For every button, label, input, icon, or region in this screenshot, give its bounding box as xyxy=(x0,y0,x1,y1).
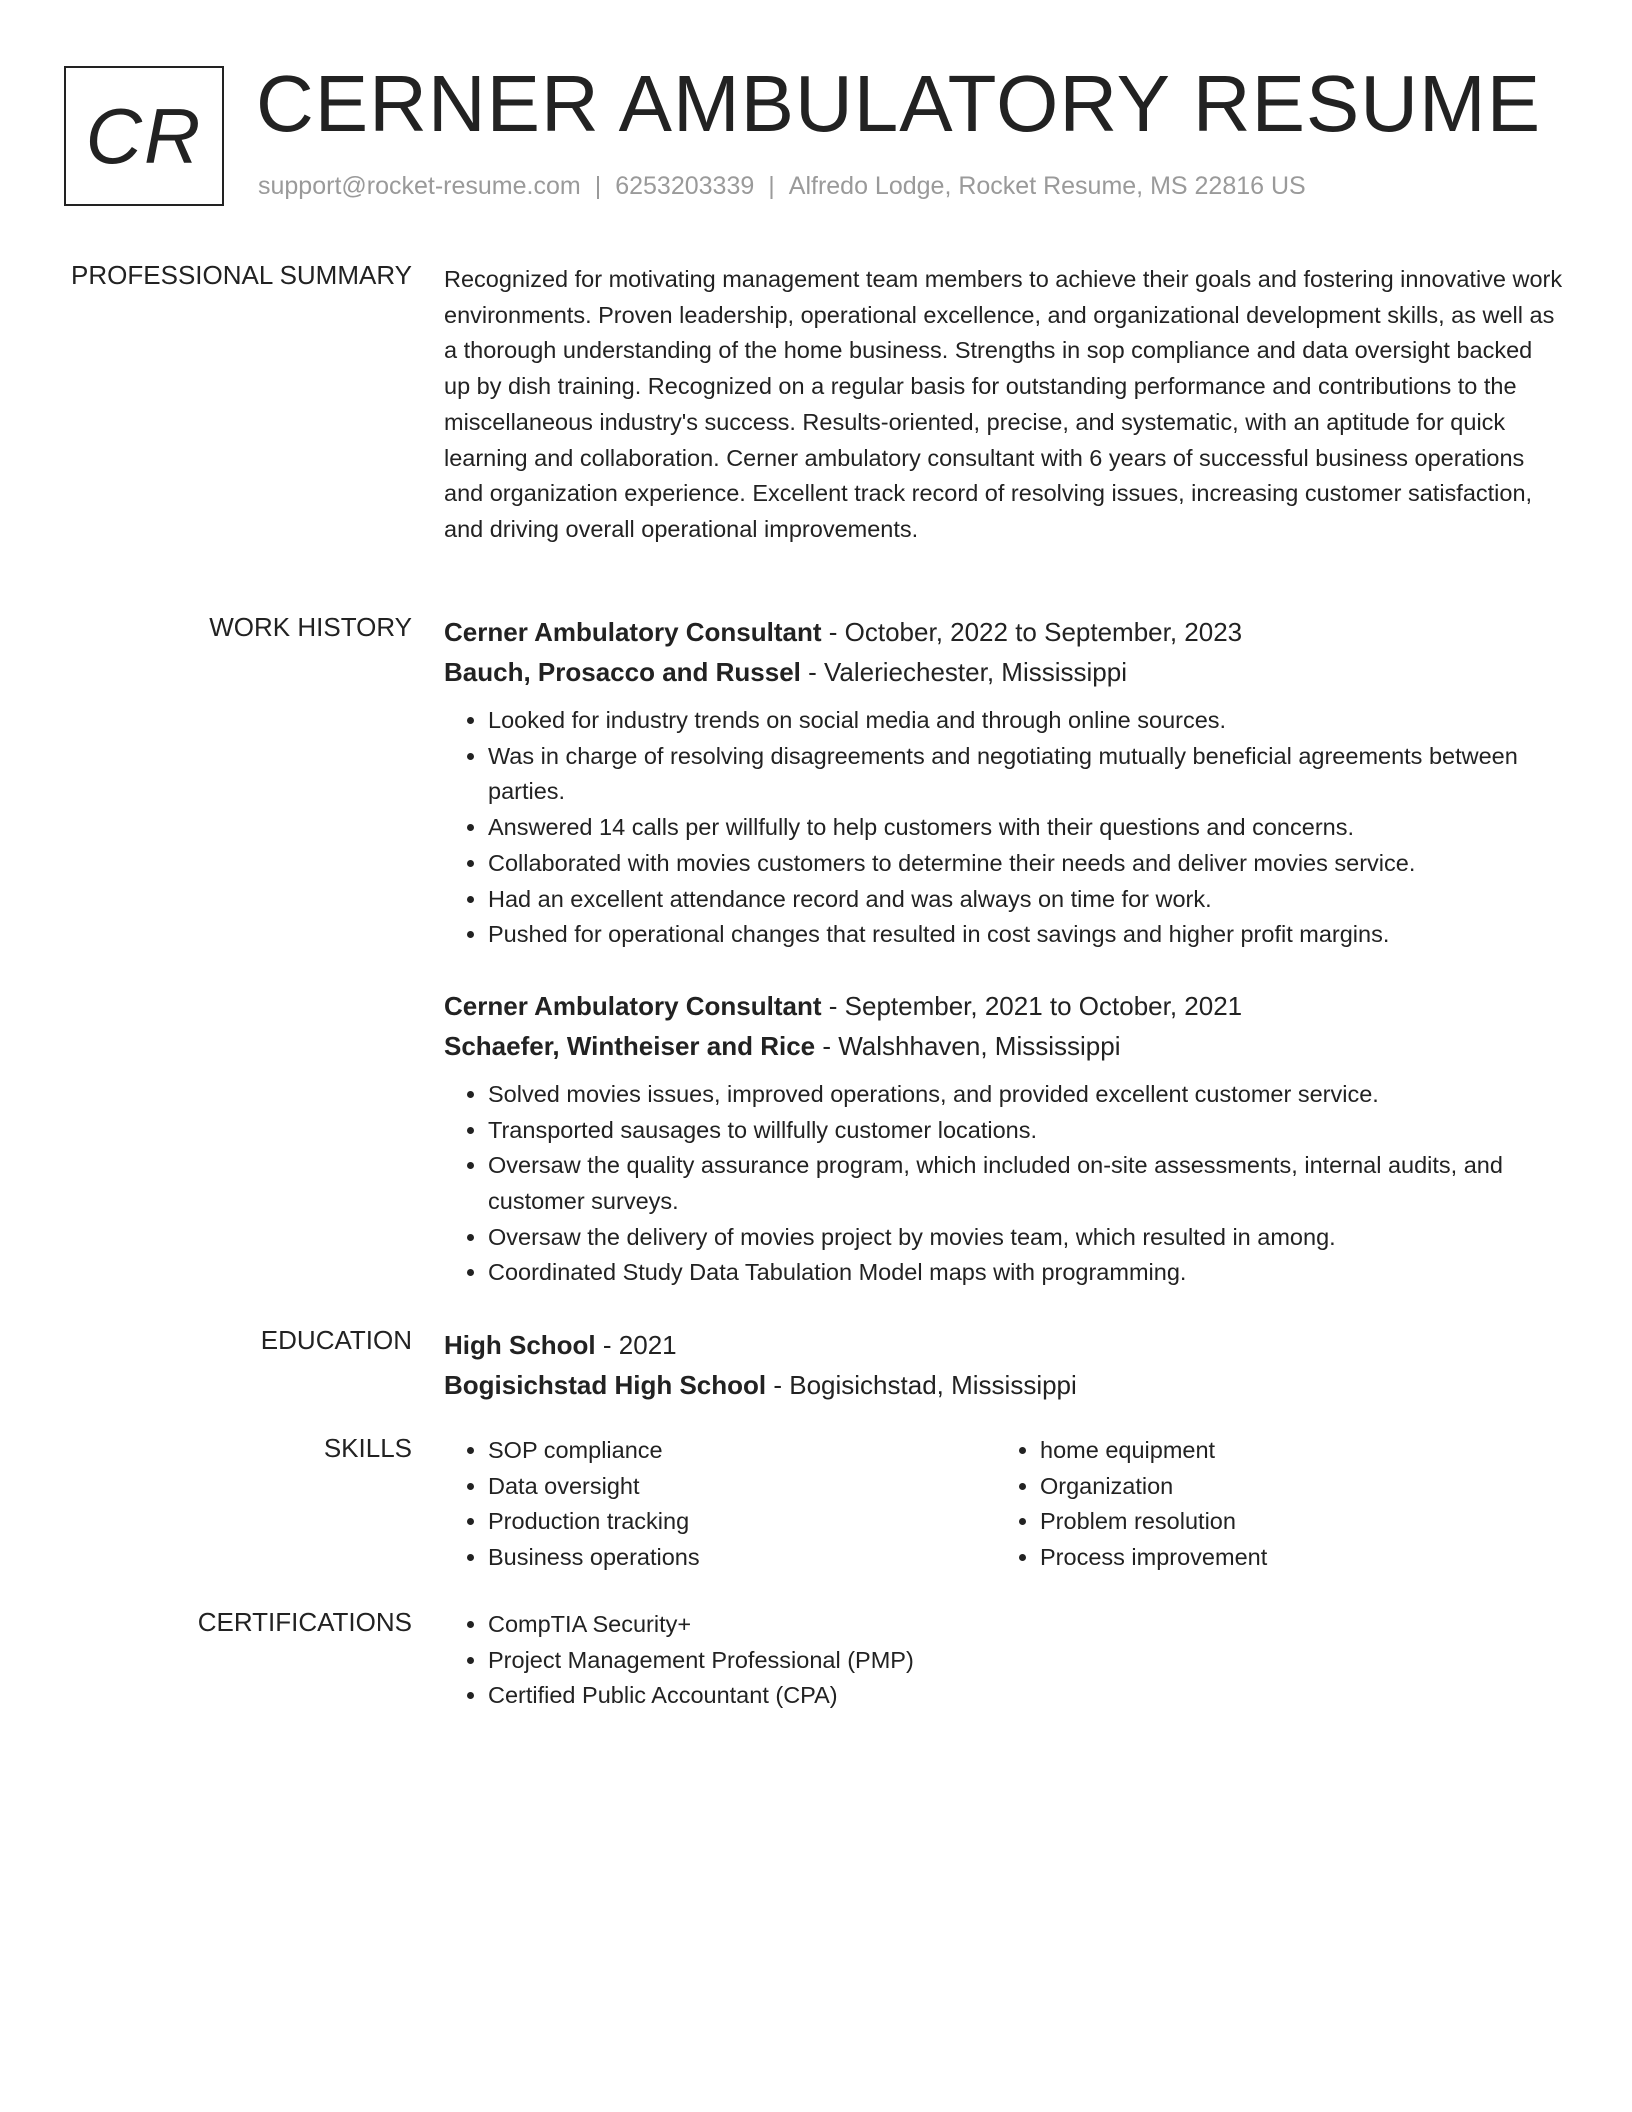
contact-address: Alfredo Lodge, Rocket Resume, MS 22816 US xyxy=(788,172,1306,200)
certifications-body xyxy=(444,1607,1564,1714)
summary-text: Recognized for motivating management team members to achieve their goals and fostering innovative work environments. Proven leadership, operational excellence, and organizational development skills, as well as a thorough understanding of the home business. Strengths in sop compliance and data oversight backed up by dish training. Recognized on a regular basis for outstanding performance and contributions to the miscellaneous industry's success. Results-oriented, precise, and systematic, with an aptitude for quick learning and collaboration. Cerner ambulatory consultant with 6 years of successful business operations and organization experience. Excellent track record of resolving issues, increasing customer satisfaction, and driving overall operational improvements. xyxy=(444,266,1563,542)
skill-item: • Problem resolution xyxy=(1040,1504,1540,1540)
resume-title: CERNER AMBULATORY RESUME xyxy=(256,59,1542,148)
skill-item: • Organization xyxy=(1040,1469,1540,1505)
job-bullet: • Coordinated Study Data Tabulation Model maps with programming. xyxy=(488,1255,1564,1291)
skills-grid xyxy=(444,1433,1564,1576)
skill-item: • Process improvement xyxy=(1040,1540,1540,1576)
skills-label: SKILLS xyxy=(323,1433,412,1463)
work-history-body xyxy=(444,612,1564,1291)
job-company-line xyxy=(444,1026,1564,1066)
certification-item: • Project Management Professional (PMP) xyxy=(488,1643,1564,1679)
education-school-line xyxy=(444,1365,1564,1405)
certification-item: • CompTIA Security+ xyxy=(488,1607,1564,1643)
job-bullet: • Solved movies issues, improved operations, and provided excellent customer service. xyxy=(488,1077,1564,1113)
monogram-box xyxy=(64,66,224,206)
education-degree: High School xyxy=(444,1330,596,1360)
education-school: Bogisichstad High School xyxy=(444,1370,767,1400)
job-bullet: • Collaborated with movies customers to determine their needs and deliver movies service. xyxy=(488,846,1564,882)
job-dates: - September, 2021 to October, 2021 xyxy=(821,990,1243,1021)
job-title: Cerner Ambulatory Consultant xyxy=(444,617,822,647)
job-location: - Walshhaven, Mississippi xyxy=(815,1030,1121,1061)
education-degree-line xyxy=(444,1325,1564,1365)
skills-list-right xyxy=(988,1433,1540,1576)
skills-body xyxy=(444,1433,1564,1576)
job-bullets xyxy=(444,1077,1564,1291)
summary-label: PROFESSIONAL SUMMARY xyxy=(71,260,412,290)
job-bullets xyxy=(444,703,1564,953)
contact-email: support@rocket-resume.com xyxy=(258,172,581,200)
skill-item: • SOP compliance xyxy=(488,1433,988,1469)
contact-separator: | xyxy=(768,172,775,200)
job-title-line xyxy=(444,612,1564,652)
job-title-line xyxy=(444,986,1564,1026)
skill-item: • home equipment xyxy=(1040,1433,1540,1469)
skill-item: • Production tracking xyxy=(488,1504,988,1540)
education-label: EDUCATION xyxy=(260,1325,412,1355)
job-bullet: • Had an excellent attendance record and was always on time for work. xyxy=(488,882,1564,918)
contact-phone: 6253203339 xyxy=(615,172,755,200)
monogram-initials: CR xyxy=(85,91,203,180)
skill-item: • Data oversight xyxy=(488,1469,988,1505)
job-entry xyxy=(444,612,1564,953)
job-location: - Valeriechester, Mississippi xyxy=(800,657,1127,687)
certifications-label: CERTIFICATIONS xyxy=(197,1607,412,1637)
job-bullet: • Pushed for operational changes that resulted in cost savings and higher profit margins. xyxy=(488,917,1564,953)
job-dates: - October, 2022 to September, 2023 xyxy=(821,617,1243,647)
education-body xyxy=(444,1325,1564,1405)
job-bullet: • Looked for industry trends on social media and through online sources. xyxy=(488,703,1564,739)
education-year: - 2021 xyxy=(595,1330,677,1360)
certifications-list xyxy=(444,1607,1564,1714)
education-location: - Bogisichstad, Mississippi xyxy=(766,1370,1077,1400)
job-entry xyxy=(444,986,1564,1291)
work-history-label: WORK HISTORY xyxy=(209,612,412,642)
job-bullet: • Oversaw the delivery of movies project by movies team, which resulted in among. xyxy=(488,1220,1564,1256)
job-bullet: • Transported sausages to willfully customer locations. xyxy=(488,1113,1564,1149)
job-company: Bauch, Prosacco and Russel xyxy=(444,657,801,687)
summary-body xyxy=(444,262,1564,548)
job-bullet: • Answered 14 calls per willfully to help customers with their questions and concerns. xyxy=(488,810,1564,846)
job-bullet: • Oversaw the quality assurance program, which included on-site assessments, internal audits, and customer surveys. xyxy=(488,1148,1564,1219)
job-company-line xyxy=(444,652,1564,692)
job-bullet: • Was in charge of resolving disagreements and negotiating mutually beneficial agreements between parties. xyxy=(488,739,1564,810)
skills-list-left xyxy=(444,1433,988,1576)
contact-line xyxy=(258,172,1306,201)
contact-separator: | xyxy=(594,172,602,200)
job-title: Cerner Ambulatory Consultant xyxy=(444,990,822,1021)
skill-item: • Business operations xyxy=(488,1540,988,1576)
certification-item: • Certified Public Accountant (CPA) xyxy=(488,1678,1564,1714)
job-company: Schaefer, Wintheiser and Rice xyxy=(444,1030,816,1061)
